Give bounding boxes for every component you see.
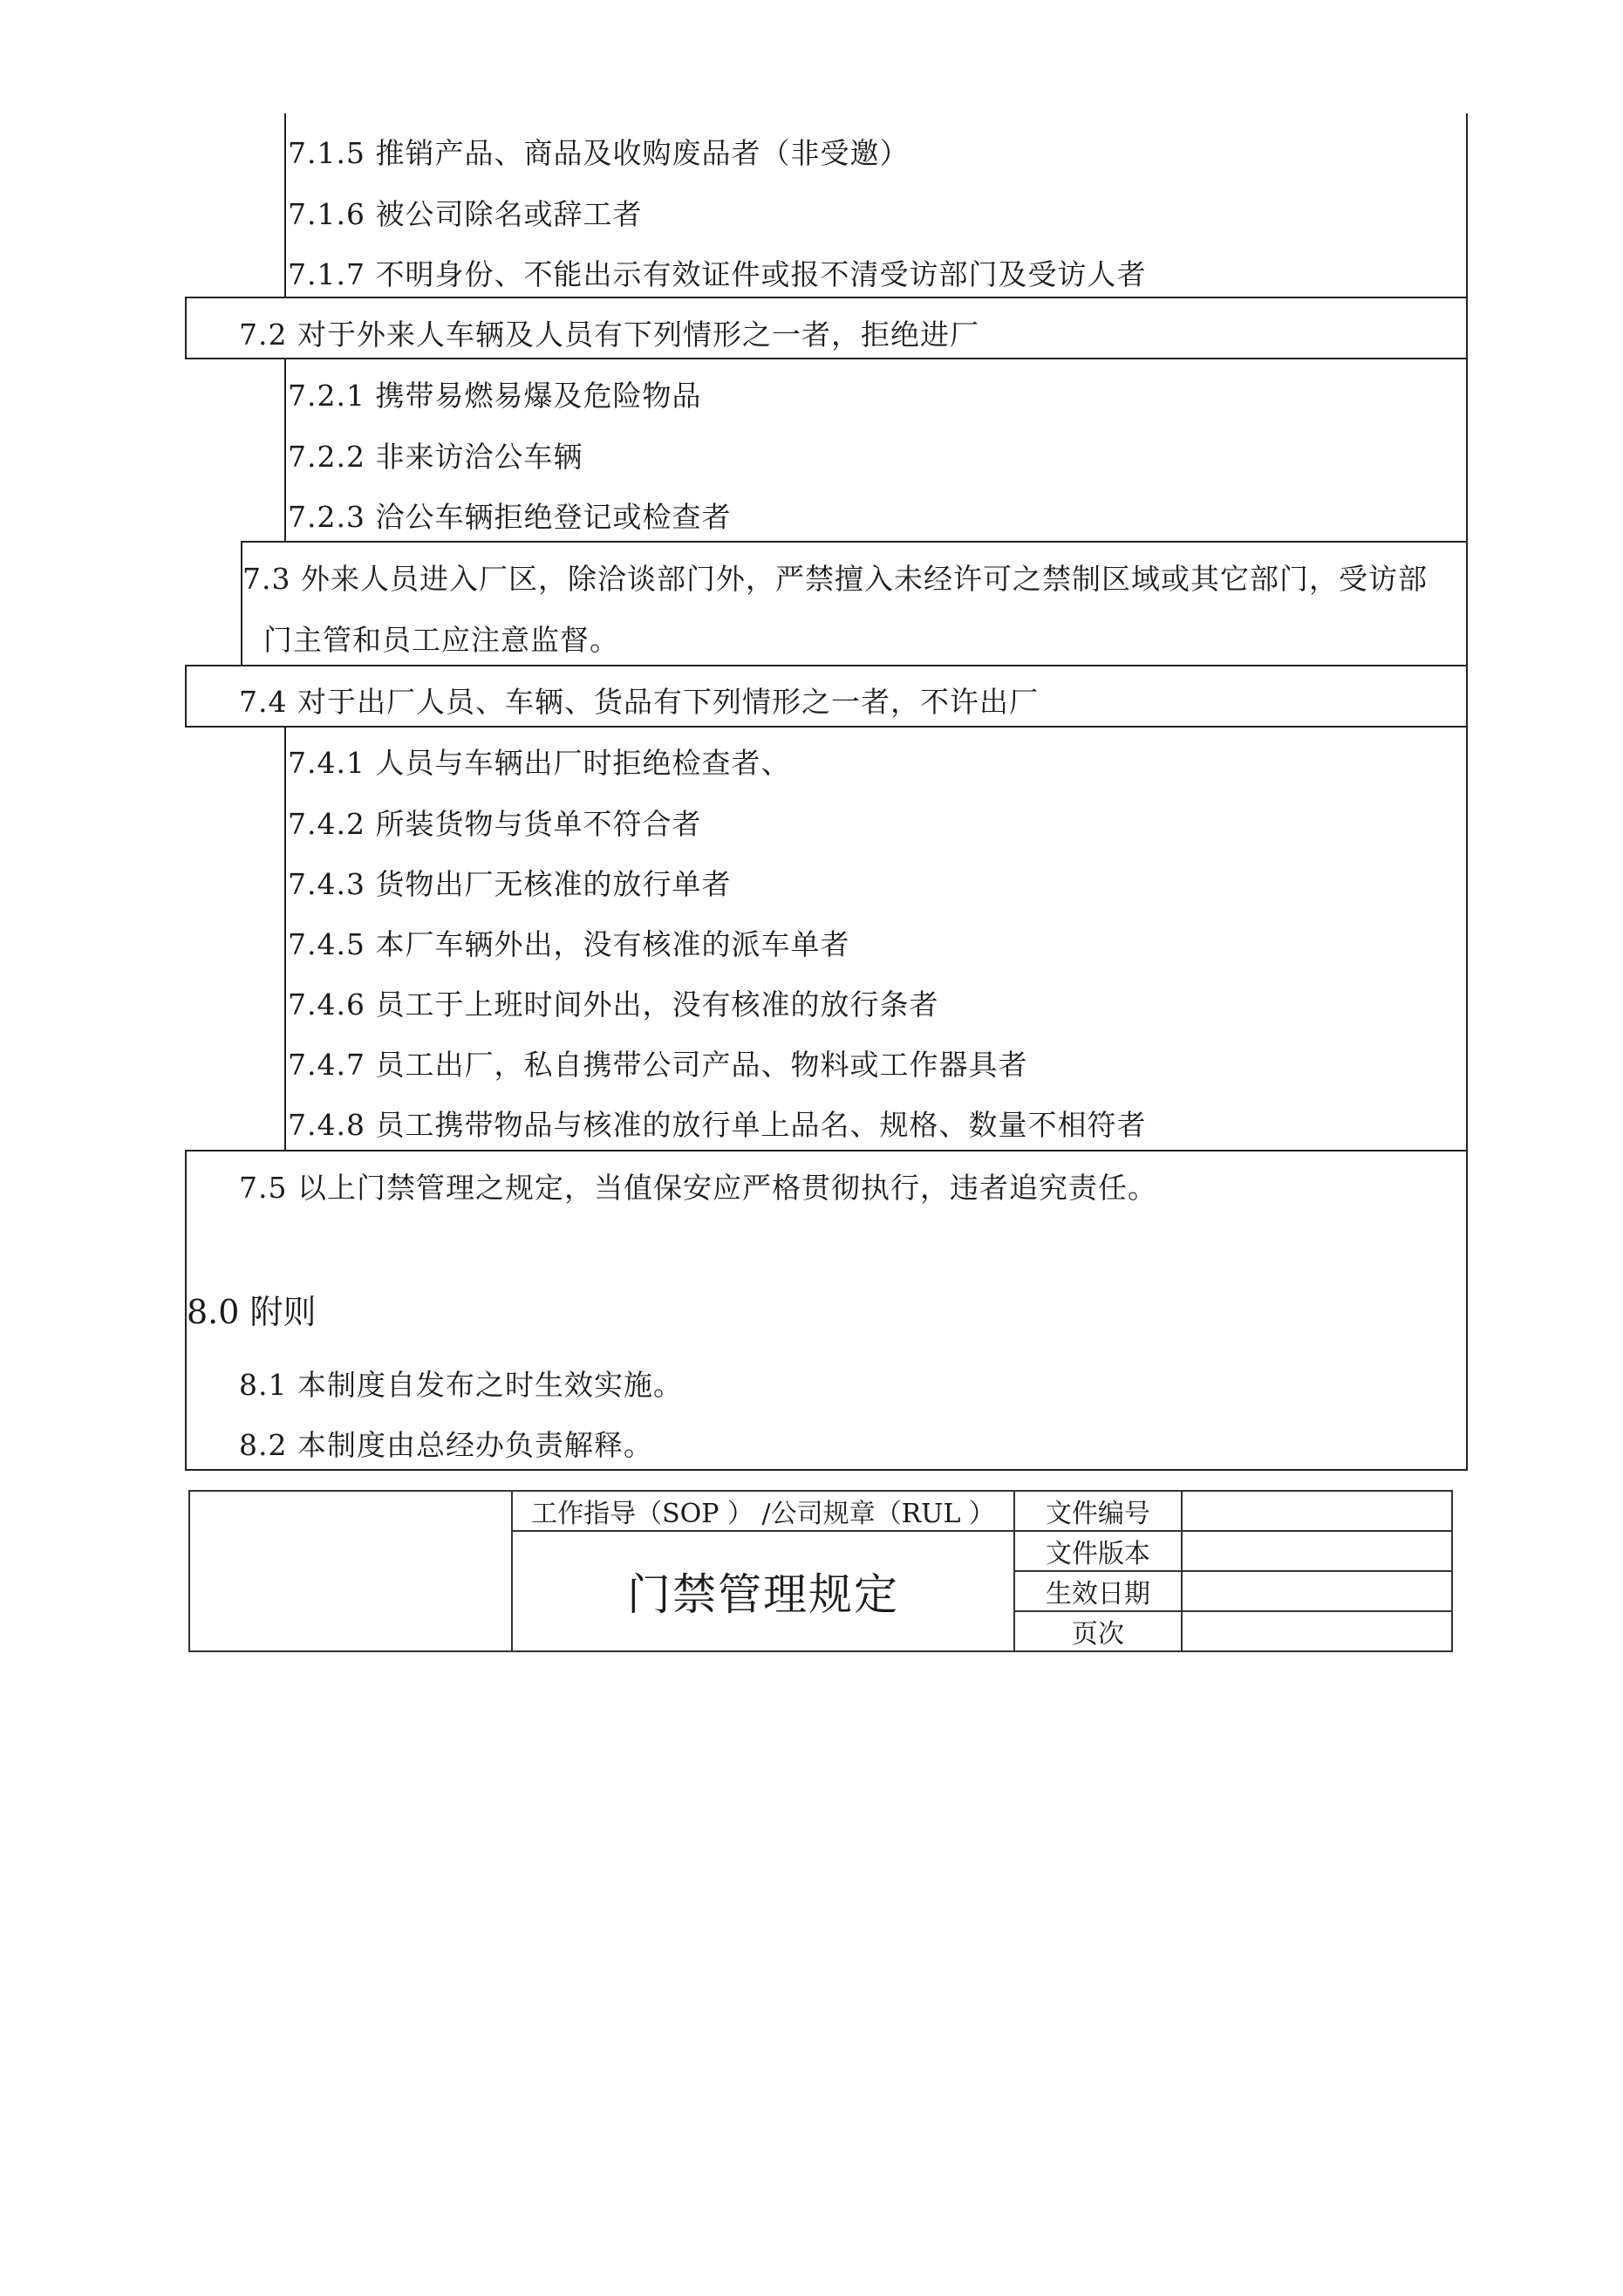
list-item-7-4-2: 7.4.2 所装货物与货单不符合者 (288, 807, 702, 841)
paragraph-7-5: 7.5 以上门禁管理之规定，当值保安应严格贯彻执行，违者追究责任。 (239, 1171, 1157, 1205)
paragraph-7-3-line-1: 7.3 外来人员进入厂区，除洽谈部门外，严禁擅入未经许可之禁制区域或其它部门，受访部 (242, 562, 1428, 596)
list-item-7-2-2: 7.2.2 非来访洽公车辆 (288, 440, 583, 474)
paragraph-7-3-line-2: 门主管和员工应注意监督。 (263, 623, 619, 657)
list-item-7-2-3: 7.2.3 洽公车辆拒绝登记或检查者 (288, 500, 732, 534)
rule-above-7-3 (241, 541, 1468, 543)
section-heading-7-4: 7.4 对于出厂人员、车辆、货品有下列情形之一者，不许出厂 (239, 685, 1039, 719)
list-item-8-2: 8.2 本制度由总经办负责解释。 (239, 1428, 653, 1462)
document-category: 工作指导（SOP ） /公司规章（RUL ） (512, 1491, 1014, 1531)
indent-border-7-1 (284, 113, 286, 298)
field-value-doc-number (1182, 1491, 1452, 1531)
logo-cell (189, 1491, 512, 1651)
list-item-7-4-7: 7.4.7 员工出厂，私自携带公司产品、物料或工作器具者 (288, 1048, 1028, 1082)
rule-below-7-2 (185, 358, 1468, 359)
frame-left-border-mid (185, 665, 187, 728)
rule-above-7-5 (185, 1150, 1468, 1151)
document-title: 门禁管理规定 (512, 1531, 1014, 1651)
section-heading-8-0: 8.0 附则 (187, 1293, 317, 1331)
list-item-7-4-3: 7.4.3 货物出厂无核准的放行单者 (288, 867, 732, 901)
frame-left-border-top (185, 297, 187, 359)
field-value-page-number (1182, 1611, 1452, 1651)
field-value-doc-version (1182, 1531, 1452, 1571)
field-label-doc-version: 文件版本 (1014, 1531, 1182, 1571)
section-heading-7-2: 7.2 对于外来人车辆及人员有下列情形之一者，拒绝进厂 (239, 318, 979, 352)
list-item-7-1-5: 7.1.5 推销产品、商品及收购废品者（非受邀） (288, 136, 910, 170)
field-label-effective-date: 生效日期 (1014, 1571, 1182, 1611)
indent-border-7-2 (284, 358, 286, 543)
list-item-7-4-5: 7.4.5 本厂车辆外出，没有核准的派车单者 (288, 927, 850, 961)
indent-border-7-3 (241, 541, 242, 665)
rule-above-7-2 (185, 297, 1468, 298)
list-item-7-4-8: 7.4.8 员工携带物品与核准的放行单上品名、规格、数量不相符者 (288, 1108, 1147, 1142)
field-value-effective-date (1182, 1571, 1452, 1611)
list-item-7-2-1: 7.2.1 携带易燃易爆及危险物品 (288, 379, 702, 413)
indent-border-7-4 (284, 726, 286, 1151)
rule-below-7-4 (185, 726, 1468, 728)
list-item-7-4-6: 7.4.6 员工于上班时间外出，没有核准的放行条者 (288, 987, 939, 1022)
document-control-table (188, 1490, 1453, 1652)
frame-right-border (1466, 113, 1468, 1471)
field-label-page-number: 页次 (1014, 1611, 1182, 1651)
rule-above-7-4 (185, 665, 1468, 666)
list-item-8-1: 8.1 本制度自发布之时生效实施。 (239, 1368, 683, 1402)
list-item-7-1-7: 7.1.7 不明身份、不能出示有效证件或报不清受访部门及受访人者 (288, 257, 1147, 291)
list-item-7-1-6: 7.1.6 被公司除名或辞工者 (288, 197, 643, 231)
field-label-doc-number: 文件编号 (1014, 1491, 1182, 1531)
list-item-7-4-1: 7.4.1 人员与车辆出厂时拒绝检查者、 (288, 746, 791, 780)
rule-frame-bottom (185, 1469, 1468, 1471)
